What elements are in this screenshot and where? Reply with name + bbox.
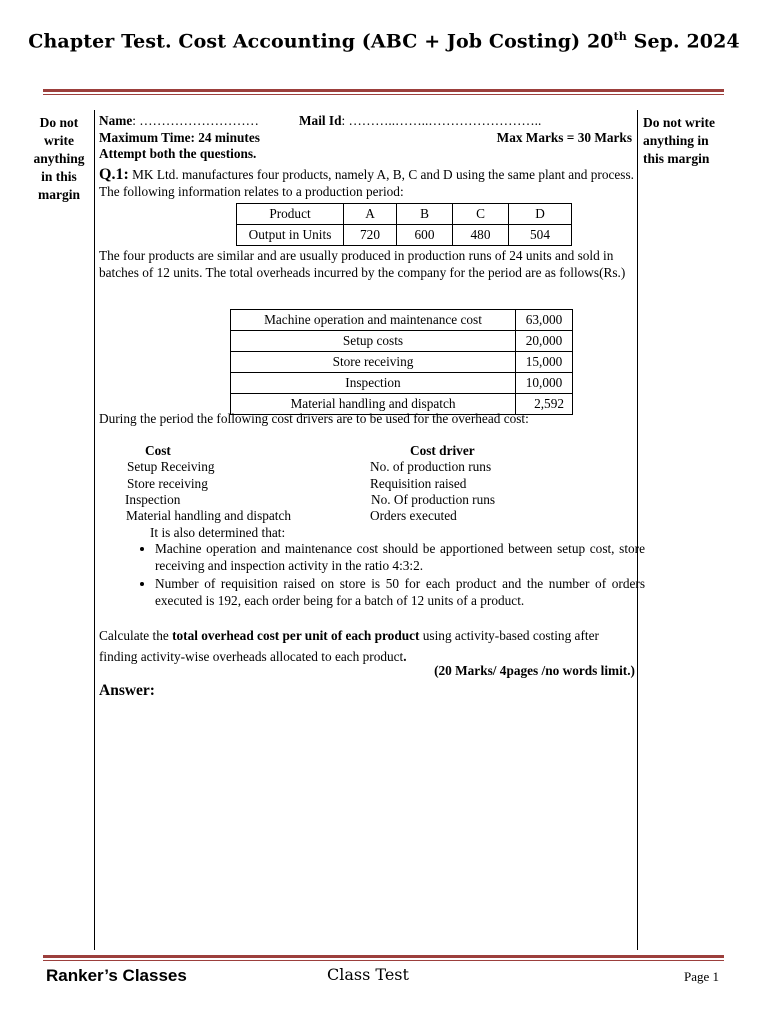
table-cell: B: [397, 204, 453, 225]
table-cell: D: [509, 204, 572, 225]
table-row: [237, 204, 572, 225]
cost-driver: Orders executed: [370, 508, 457, 523]
cost-driver: No. Of production runs: [371, 492, 496, 507]
cost-driver: No. of production runs: [370, 459, 492, 474]
table-cell: 720: [344, 225, 397, 246]
table-row: [231, 373, 573, 394]
product-output-table: [236, 203, 572, 246]
paragraph-cost-drivers: During the period the following cost drivers are to be used for the overhead cost:: [99, 411, 529, 426]
right-margin-note: Do not write anything in this margin: [643, 115, 715, 166]
overheads-table: [230, 309, 573, 415]
also-determined: It is also determined that:: [150, 525, 286, 540]
paragraph-production-runs: The four products are similar and are usually produced in production runs of 24 units and sold in batches of 12 units. The total overheads incurred by the company for the period are as follows(Rs.): [99, 248, 626, 280]
footer-rule-thin: [43, 960, 724, 961]
question-number: Q.1:: [99, 166, 129, 183]
table-row: [231, 310, 573, 331]
calculate-instruction: Calculate the total overhead cost per unit of each product using activity-based costing after finding activity-wise overheads allocated to each product.: [99, 628, 599, 664]
table-row: [231, 331, 573, 352]
name-blank: : ………………………: [132, 113, 259, 128]
cost-driver: Requisition raised: [370, 476, 467, 491]
header-rule-thick: [43, 89, 724, 92]
instruction: Attempt both the questions.: [99, 146, 257, 161]
conditions-list: [120, 541, 645, 611]
table-cell: 15,000: [516, 352, 573, 373]
name-label: Name: [99, 113, 133, 128]
cost-item: Store receiving: [127, 476, 208, 491]
table-cell: 504: [509, 225, 572, 246]
cost-item: Material handling and dispatch: [126, 508, 292, 523]
page-title: Chapter Test. Cost Accounting (ABC + Job Costing) 20th Sep. 2024: [28, 30, 740, 53]
header-rule-thin: [43, 94, 724, 95]
table-cell: Machine operation and maintenance cost: [231, 310, 516, 331]
cost-item: Inspection: [125, 492, 181, 507]
table-row: [231, 352, 573, 373]
table-cell: 600: [397, 225, 453, 246]
question-intro: Q.1: MK Ltd. manufactures four products, namely A, B, C and D using the same plant and process. The following information relates to a production period:: [99, 166, 634, 199]
table-cell: 63,000: [516, 310, 573, 331]
mail-label: Mail Id: [299, 113, 342, 128]
cost-column-header: Cost: [145, 443, 171, 458]
table-cell: Store receiving: [231, 352, 516, 373]
table-row: [237, 225, 572, 246]
left-margin-line: [94, 110, 95, 950]
table-cell: 10,000: [516, 373, 573, 394]
cost-item: Setup Receiving: [127, 459, 215, 474]
footer-rule-thick: [43, 955, 724, 958]
table-cell: 20,000: [516, 331, 573, 352]
table-cell: C: [453, 204, 509, 225]
page-number: Page 1: [684, 969, 720, 984]
table-cell: 2,592: [516, 394, 573, 415]
marks-note: (20 Marks/ 4pages /no words limit.): [434, 663, 635, 678]
table-cell: 480: [453, 225, 509, 246]
driver-column-header: Cost driver: [410, 443, 475, 458]
answer-label: Answer:: [99, 682, 155, 699]
table-cell: Output in Units: [237, 225, 344, 246]
mail-blank: : ………..……..……………………..: [341, 113, 542, 128]
title-superscript: th: [613, 30, 627, 43]
list-item: • Machine operation and maintenance cost should be apportioned between setup cost, store receiving and inspection activity in the ratio 4:3:2.: [155, 541, 645, 574]
table-cell: Inspection: [231, 373, 516, 394]
table-cell: Material handling and dispatch: [231, 394, 516, 415]
right-margin-line: [637, 110, 638, 950]
table-cell: A: [344, 204, 397, 225]
table-cell: Product: [237, 204, 344, 225]
header-fields: [99, 113, 632, 163]
left-margin-note: Do not write anything in this margin: [33, 115, 85, 202]
footer-title: Class Test: [327, 965, 409, 984]
max-time: Maximum Time: 24 minutes: [99, 129, 260, 145]
list-item: • Number of requisition raised on store is 50 for each product and the number of orders executed is 192, each order being for a batch of 12 units of a product.: [155, 576, 645, 609]
footer-brand: Ranker’s Classes: [46, 966, 187, 985]
max-marks: Max Marks = 30 Marks: [496, 129, 632, 145]
table-cell: Setup costs: [231, 331, 516, 352]
